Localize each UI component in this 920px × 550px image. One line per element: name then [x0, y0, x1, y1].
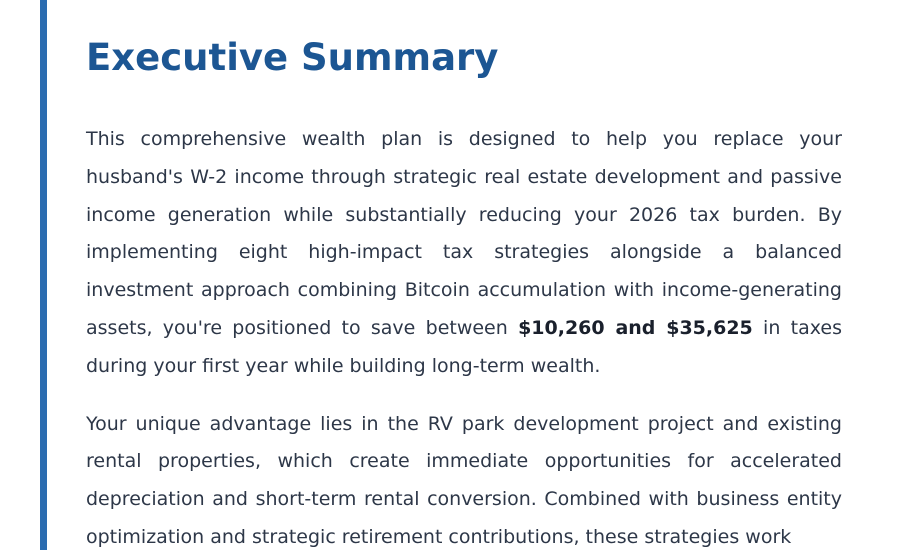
section-accent-bar — [40, 0, 47, 550]
summary-paragraph-2: Your unique advantage lies in the RV park development project and existing rental properties, which create immediate opportunities for accelerated depreciation and short-term rental conversion. Combined with business entity optimization and strategic retirement contributions, these strategies work — [86, 412, 842, 548]
section-content — [86, 30, 842, 550]
paragraph-1-text-end: in taxes during your first year while building long-term wealth. — [86, 316, 842, 377]
section-title: Executive Summary — [86, 36, 499, 79]
paragraph-1-text-start: This comprehensive wealth plan is designed to help you replace your husband's W-2 income through strategic real estate development and passive income generation while substantially reducing your 2026 tax burden. By implementing eight high-impact tax strategies alongside a balanced investment approach combining Bitcoin accumulation with income-generating assets, you're positioned to save between — [86, 128, 842, 339]
tax-savings-range: $10,260 and $35,625 — [518, 316, 753, 339]
summary-paragraph-1 — [86, 121, 842, 386]
